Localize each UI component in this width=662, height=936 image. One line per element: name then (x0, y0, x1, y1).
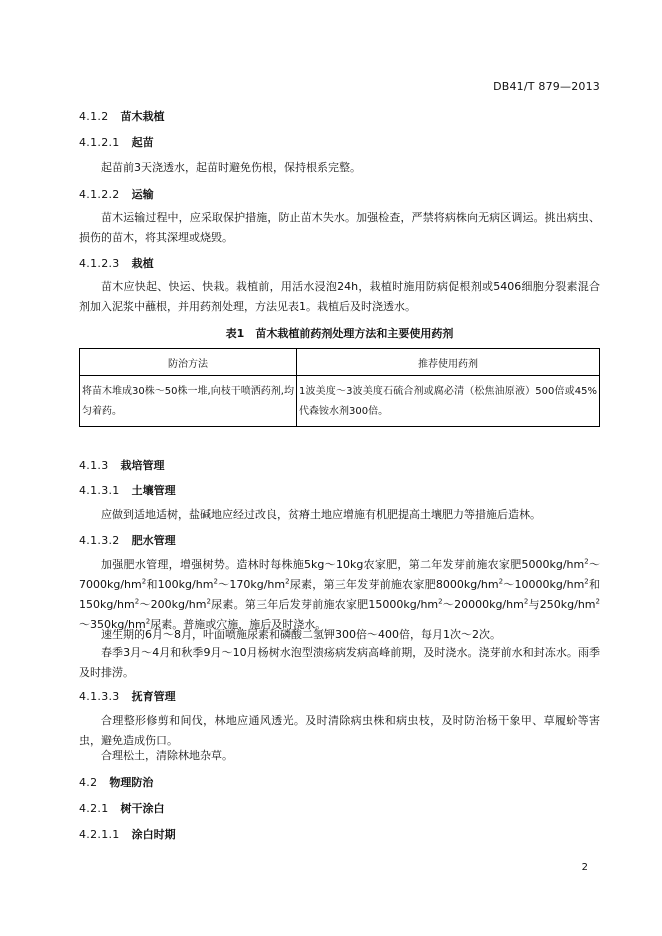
superscript: 2 (584, 557, 589, 566)
paragraph-feishui-2: 速生期的6月～8月，叶面喷施尿素和磷酸二氢钾300倍～400倍，每月1次～2次。 (101, 628, 501, 641)
heading-4-1-3-1 (79, 482, 600, 498)
heading-title: 土壤管理 (131, 484, 176, 497)
text-run: 尿素，第三年发芽前施农家肥8000kg/hm (289, 578, 499, 591)
text-run: ～7000kg/hm (79, 558, 600, 591)
paragraph-fuyu-2: 合理松土，清除林地杂草。 (101, 749, 233, 762)
heading-title: 树干涂白 (120, 802, 165, 815)
paragraph-feishui-3: 春季3月～4月和秋季9月～10月杨树水泡型溃疡病发病高峰前期，及时浇水。浇芽前水和封冻水。雨季及时排涝。 (79, 646, 600, 679)
heading-title: 物理防治 (109, 776, 154, 789)
heading-title: 抚育管理 (131, 690, 176, 703)
heading-4-2-1 (79, 800, 600, 816)
heading-number: 4.2.1.1 (79, 828, 120, 841)
paragraph-turang: 应做到适地适树，盐碱地应经过改良，贫瘠土地应增施有机肥提高土壤肥力等措施后造林。 (101, 508, 541, 521)
heading-number: 4.1.3 (79, 459, 109, 472)
text-run: ～350kg/hm (79, 618, 146, 631)
text-run: ～200kg/hm (139, 598, 207, 611)
table-cell-agent: 1波美度～3波美度石硫合剂或腐必清（松焦油原液）500倍或45%代森铵水剂300倍。 (297, 376, 600, 427)
paragraph-zaizhi: 苗木应快起、快运、快栽。栽植前，用活水浸泡24h，栽植时施用防病促根剂或5406细胞分裂素混合剂加入泥浆中蘸根，并用药剂处理，方法见表1。栽植后及时浇透水。 (79, 280, 600, 313)
heading-number: 4.1.3.2 (79, 534, 120, 547)
heading-4-1-3 (79, 457, 600, 473)
superscript: 2 (285, 577, 290, 586)
heading-title: 肥水管理 (131, 534, 176, 547)
heading-number: 4.1.2.2 (79, 188, 120, 201)
heading-4-1-2-3 (79, 255, 600, 271)
paragraph-qimiao: 起苗前3天浇透水，起苗时避免伤根，保持根系完整。 (101, 161, 361, 174)
superscript: 2 (134, 597, 140, 606)
table-caption: 表1 苗木栽植前药剂处理方法和主要使用药剂 (225, 327, 454, 340)
heading-number: 4.2 (79, 776, 98, 789)
heading-4-1-2-2 (79, 186, 600, 202)
heading-title: 栽植 (131, 257, 154, 270)
heading-number: 4.1.2.1 (79, 136, 120, 149)
table-cell-method: 将苗木堆成30株～50株一堆,向枝干喷洒药剂,均匀着药。 (80, 376, 297, 427)
heading-title: 运输 (131, 188, 154, 201)
heading-title: 栽培管理 (120, 459, 165, 472)
heading-number: 4.2.1 (79, 802, 109, 815)
text-run: 尿素。普施或穴施，施后及时浇水。 (150, 618, 327, 631)
text-run: 和150kg/hm (79, 578, 600, 611)
heading-number: 4.1.2.3 (79, 257, 120, 270)
heading-title: 起苗 (131, 136, 154, 149)
superscript: 2 (145, 617, 151, 626)
heading-number: 4.1.3.3 (79, 690, 120, 703)
table-header-agent: 推荐使用药剂 (297, 349, 600, 376)
table-header-method: 防治方法 (80, 349, 297, 376)
heading-4-1-3-3 (79, 688, 600, 704)
superscript: 2 (584, 577, 589, 586)
paragraph-yunshu: 苗木运输过程中，应采取保护措施，防止苗木失水。加强检查，严禁将病株向无病区调运。挑出病虫、损伤的苗木，将其深埋或烧毁。 (79, 211, 600, 244)
heading-number: 4.1.2 (79, 110, 109, 123)
heading-4-2 (79, 774, 600, 790)
paragraph-feishui-1 (79, 555, 600, 635)
heading-4-1-2 (79, 108, 600, 124)
text-run: 和100kg/hm (146, 578, 214, 591)
text-run: 加强肥水管理，增强树势。造林时每株施5kg～10kg农家肥，第二年发芽前施农家肥5000kg/hm (101, 558, 585, 571)
table-row (80, 376, 600, 427)
superscript: 2 (438, 597, 443, 606)
superscript: 2 (523, 597, 529, 606)
document-code: DB41/T 879—2013 (493, 80, 600, 93)
treatment-table (79, 348, 600, 427)
text-run: ～170kg/hm (217, 578, 286, 591)
superscript: 2 (213, 577, 218, 586)
heading-4-2-1-1 (79, 826, 600, 842)
superscript: 2 (498, 577, 504, 586)
heading-4-1-2-1 (79, 134, 600, 150)
text-run: ～10000kg/hm (503, 578, 585, 591)
text-run: 与250kg/hm (528, 598, 596, 611)
table-header-row (80, 349, 600, 376)
superscript: 2 (141, 577, 147, 586)
heading-title: 涂白时期 (131, 828, 176, 841)
superscript: 2 (206, 597, 211, 606)
heading-title: 苗木栽植 (120, 110, 165, 123)
text-run: 尿素。第三年后发芽前施农家肥15000kg/hm (210, 598, 439, 611)
heading-4-1-3-2 (79, 532, 600, 548)
heading-number: 4.1.3.1 (79, 484, 120, 497)
paragraph-fuyu-1: 合理整形修剪和间伐，林地应通风透光。及时清除病虫株和病虫枝，及时防治杨干象甲、草履蚧等害虫，避免造成伤口。 (79, 714, 600, 747)
page-number: 2 (581, 862, 588, 873)
text-run: ～20000kg/hm (442, 598, 524, 611)
superscript: 2 (595, 597, 600, 606)
